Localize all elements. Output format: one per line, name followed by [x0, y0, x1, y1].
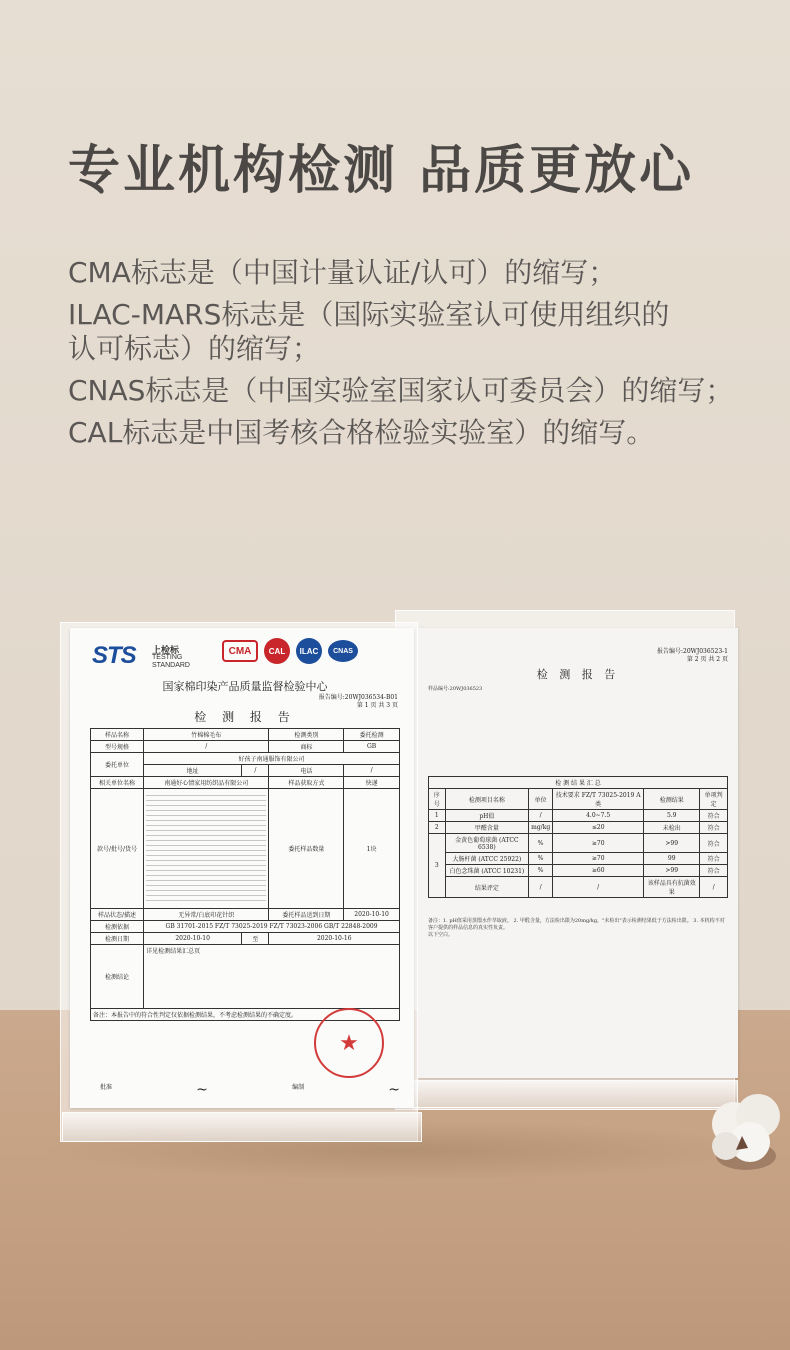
description-line: ILAC-MARS标志是（国际实验室认可使用组织的 [68, 298, 670, 331]
table-cell: 检测类别 [269, 729, 344, 741]
lot-number-list [144, 789, 269, 909]
table-cell: 2020-10-16 [269, 933, 400, 945]
description-line: CNAS标志是（中国实验室国家认可委员会）的缩写； [68, 374, 734, 407]
report-notes [428, 918, 728, 939]
table-row [429, 822, 728, 834]
table-row [91, 729, 400, 741]
header-cell: 单位 [529, 789, 553, 810]
table-cell: 无异常/白底印花针织 [144, 909, 269, 921]
sample-number: 样品编号:20WJ036523 [428, 686, 483, 692]
table-cell: 1 [429, 810, 446, 822]
table-cell: 符合 [700, 853, 728, 865]
sts-logo: STS [92, 642, 136, 669]
table-row [429, 853, 728, 865]
table-cell: 检测结论 [91, 945, 144, 1009]
table-cell: ≥70 [553, 834, 644, 853]
cotton-boll-icon [696, 1076, 790, 1186]
table-row [429, 877, 728, 898]
table-cell: 委托样品送到日期 [269, 909, 344, 921]
table-cell: GB 31701-2015 FZ/T 73025-2019 FZ/T 73023-2006 GB/T 22848-2009 [144, 921, 400, 933]
table-cell: 检测依据 [91, 921, 144, 933]
table-cell: ≥70 [553, 853, 644, 865]
results-summary-table [428, 776, 728, 898]
table-cell: >99 [644, 834, 700, 853]
table-cell: 符合 [700, 822, 728, 834]
table-cell: 电话 [269, 765, 344, 777]
table-cell: / [700, 877, 728, 898]
table-row [91, 933, 400, 945]
report-number [657, 648, 728, 664]
table-cell: mg/kg [529, 822, 553, 834]
table-cell: 99 [644, 853, 700, 865]
table-cell: 相关单位名称 [91, 777, 144, 789]
logo-sub-line: TESTING [152, 654, 183, 661]
table-cell: 详见检测结果汇总页 [144, 945, 400, 1009]
description-line: CMA标志是（中国计量认证/认可）的缩写； [68, 256, 617, 289]
table-cell: 1块 [344, 789, 400, 909]
table-cell: 样品名称 [91, 729, 144, 741]
table-cell: pH值 [445, 810, 529, 822]
table-cell: % [529, 834, 553, 853]
table-cell: 2020-10-10 [344, 909, 400, 921]
table-header-row [429, 789, 728, 810]
table-cell: 样品状态/描述 [91, 909, 144, 921]
table-cell: 备注：本报告中的符合性判定仅依据检测结果，不考虑检测结果的不确定度。 [91, 1009, 400, 1021]
header-cell: 技术要求 FZ/T 73025-2019 A类 [553, 789, 644, 810]
table-cell: / [144, 741, 269, 753]
table-cell: 型号规格 [91, 741, 144, 753]
page-number-text: 第 1 页 共 3 页 [356, 702, 398, 709]
test-report-page-2 [418, 628, 738, 1078]
end-text: 以下空白。 [428, 932, 454, 938]
table-row [429, 834, 728, 853]
table-cell: % [529, 853, 553, 865]
table-cell: 金黄色葡萄球菌 (ATCC 6538) [445, 834, 529, 853]
notes-text: 备注：1. pH值采用蒸馏水作萃取液。 2. 甲醛含量，方法检出限为20mg/kg，"未检出"表示检测结果低于方法检出限。 3. 本机构不对客户提供的样品信息的真实性负责。 [428, 918, 725, 931]
table-cell: / [242, 765, 269, 777]
table-cell: / [529, 877, 553, 898]
approver-signature-icon: ~ [196, 1082, 208, 1098]
header-cell: 检测项目名称 [445, 789, 529, 810]
acrylic-stand-base-back [400, 1080, 738, 1108]
table-cell: / [344, 765, 400, 777]
table-cell: 竹棉棉毛布 [144, 729, 269, 741]
edit-label: 编制 [292, 1084, 305, 1091]
table-cell: 符合 [700, 865, 728, 877]
approve-label: 批准 [100, 1084, 113, 1091]
table-cell: 样品获取方式 [269, 777, 344, 789]
description-line: CAL标志是中国考核合格检验实验室）的缩写。 [68, 416, 655, 449]
table-row [91, 945, 400, 1009]
header-cell: 检测结果 [644, 789, 700, 810]
table-cell: 符合 [700, 834, 728, 853]
table-cell: 大肠杆菌 (ATCC 25922) [445, 853, 529, 865]
table-cell: 4.0~7.5 [553, 810, 644, 822]
table-cell: 委托单位 [91, 753, 144, 777]
table-cell: 款号/批号/货号 [91, 789, 144, 909]
table-cell: / [553, 877, 644, 898]
table-cell: >99 [644, 865, 700, 877]
sts-logo-subtitle [152, 646, 190, 670]
report-number-text: 报告编号:20WJ036523-1 [657, 648, 728, 655]
table-cell: 委托检测 [344, 729, 400, 741]
header-cell: 序号 [429, 789, 446, 810]
table-cell: ≤20 [553, 822, 644, 834]
table-cell: ≥60 [553, 865, 644, 877]
table-cell: 结果评定 [445, 877, 529, 898]
table-row [91, 921, 400, 933]
table-cell: 5.9 [644, 810, 700, 822]
cal-mark-icon: CAL [264, 638, 290, 664]
page-number-text: 第 2 页 共 2 页 [686, 656, 728, 663]
description-line: 认可标志）的缩写； [68, 332, 321, 365]
table-cell: 至 [242, 933, 269, 945]
table-cell: 2020-10-10 [144, 933, 242, 945]
table-row [429, 810, 728, 822]
editor-signature-icon: ~ [388, 1082, 400, 1098]
ilac-mark-icon: ILAC [296, 638, 322, 664]
table-cell: 南通好心情家用纺织品有限公司 [144, 777, 269, 789]
test-report-page-1 [70, 628, 414, 1108]
table-cell: 3 [429, 834, 446, 898]
table-cell: 甲醛含量 [445, 822, 529, 834]
organization-name: 国家棉印染产品质量监督检验中心 [162, 680, 328, 693]
certification-marks [222, 638, 358, 664]
report-title: 检 测 报 告 [194, 710, 296, 724]
acrylic-stand-base-front [62, 1112, 422, 1142]
table-cell: 符合 [700, 810, 728, 822]
table-row [91, 741, 400, 753]
table-row [429, 865, 728, 877]
report-title: 检 测 报 告 [536, 668, 620, 681]
table-cell: 未检出 [644, 822, 700, 834]
report-number-text: 报告编号:20WJ036534-B01 [318, 694, 398, 701]
table-row [91, 753, 400, 765]
table-cell: 商标 [269, 741, 344, 753]
table-cell: 检测日期 [91, 933, 144, 945]
lot-list-lines [146, 795, 266, 903]
table-cell: / [529, 810, 553, 822]
table-cell: 委托样品数量 [269, 789, 344, 909]
table-cell: 快递 [344, 777, 400, 789]
table-cell: GB [344, 741, 400, 753]
description-block [68, 256, 778, 458]
cma-mark-icon: CMA [222, 640, 258, 662]
cnas-mark-icon: CNAS [328, 640, 358, 662]
logo-sub-line: 上检标 [152, 645, 180, 655]
report-info-table [90, 728, 400, 1021]
table-cell: % [529, 865, 553, 877]
table-row [91, 909, 400, 921]
table-cell: 好孩子南通服饰有限公司 [144, 753, 400, 765]
official-stamp-icon: ★ [314, 1008, 384, 1078]
header-cell: 单项判定 [700, 789, 728, 810]
table-cell: 该样品具有抗菌效果 [644, 877, 700, 898]
table-cell: 地址 [144, 765, 242, 777]
signature-row [100, 1082, 400, 1098]
table-row [91, 789, 400, 909]
table-cell: 2 [429, 822, 446, 834]
summary-title: 检 测 结 果 汇 总 [429, 777, 728, 789]
table-cell: 白色念珠菌 (ATCC 10231) [445, 865, 529, 877]
logo-sub-line: STANDARD [152, 662, 190, 669]
page-headline: 专业机构检测 品质更放心 [68, 141, 695, 201]
table-row [91, 777, 400, 789]
